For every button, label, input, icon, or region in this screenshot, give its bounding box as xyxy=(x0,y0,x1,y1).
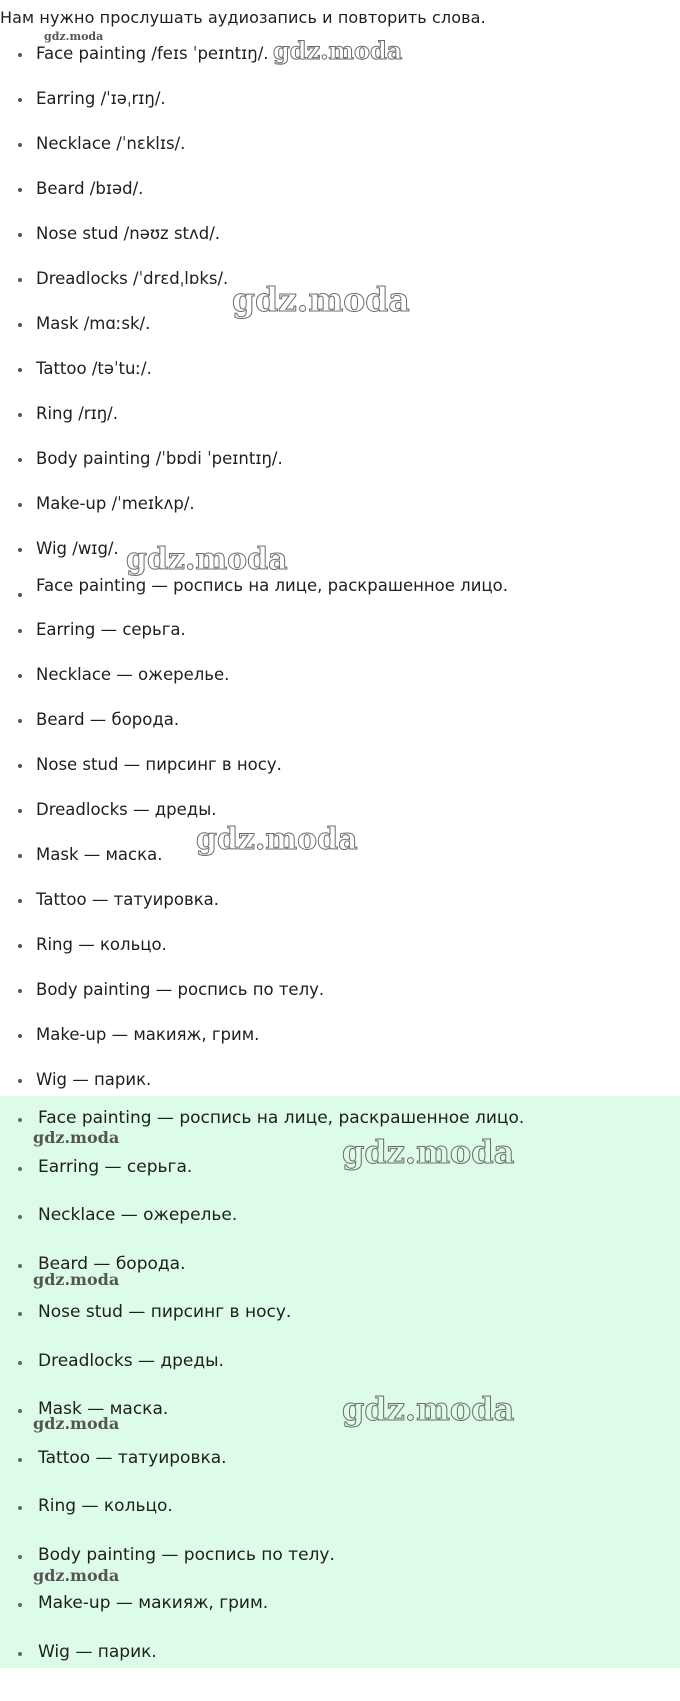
list-item: Mask /mɑːsk/. xyxy=(0,304,680,349)
list-item: Face painting /feɪs ˈpeɪntɪŋ/. xyxy=(0,34,680,79)
list-item: Make-up — макияж, грим. xyxy=(0,1015,680,1060)
watermark: gdz.moda xyxy=(33,1414,120,1433)
watermark: gdz.moda xyxy=(33,1128,120,1147)
list-item: Nose stud — пирсинг в носу. xyxy=(0,745,680,790)
list-item: Tattoo — татуировка. xyxy=(0,1442,680,1491)
list-item: Body painting — роспись по телу. xyxy=(0,1539,680,1588)
list-item: Ring /rɪŋ/. xyxy=(0,394,680,439)
watermark: gdz.moda xyxy=(232,280,410,319)
list-item: Dreadlocks — дреды. xyxy=(0,1345,680,1394)
watermark: gdz.moda xyxy=(44,30,104,43)
list-item: Dreadlocks /ˈdrɛdˌlɒks/. xyxy=(0,259,680,304)
list-item: Earring — серьга. xyxy=(0,610,680,655)
list-item: Body painting — роспись по телу. xyxy=(0,970,680,1015)
list-item: Mask — маска. xyxy=(0,1393,680,1442)
watermark: gdz.moda xyxy=(33,1270,120,1289)
list-item: Body painting /ˈbɒdi ˈpeɪntɪŋ/. xyxy=(0,439,680,484)
list-item: Beard — борода. xyxy=(0,700,680,745)
list-item: Dreadlocks — дреды. xyxy=(0,790,680,835)
list-item: Tattoo /təˈtuː/. xyxy=(0,349,680,394)
watermark: gdz.moda xyxy=(126,542,288,577)
list-item: Make-up — макияж, грим. xyxy=(0,1587,680,1636)
list-item: Wig /wɪg/. xyxy=(0,529,680,574)
transcription-list xyxy=(0,34,680,1105)
list-item: Mask — маска. xyxy=(0,835,680,880)
list-item: Wig — парик. xyxy=(0,1060,680,1105)
answer-list xyxy=(0,1102,680,1684)
watermark: gdz.moda xyxy=(342,1390,515,1428)
watermark: gdz.moda xyxy=(33,1566,120,1585)
list-item: Make-up /ˈmeɪkʌp/. xyxy=(0,484,680,529)
intro-text: Нам нужно прослушать аудиозапись и повторить слова. xyxy=(0,8,486,27)
list-item: Necklace — ожерелье. xyxy=(0,1199,680,1248)
list-item: Nose stud — пирсинг в носу. xyxy=(0,1296,680,1345)
list-item: Ring — кольцо. xyxy=(0,925,680,970)
list-item: Necklace /ˈnɛklɪs/. xyxy=(0,124,680,169)
list-item: Earring /ˈɪəˌrɪŋ/. xyxy=(0,79,680,124)
list-item: Tattoo — татуировка. xyxy=(0,880,680,925)
list-item: Beard /bɪəd/. xyxy=(0,169,680,214)
list-item: Necklace — ожерелье. xyxy=(0,655,680,700)
list-item: Earring — серьга. xyxy=(0,1151,680,1200)
list-item: Face painting — роспись на лице, раскрашенное лицо. xyxy=(0,574,680,610)
list-item: Ring — кольцо. xyxy=(0,1490,680,1539)
watermark: gdz.moda xyxy=(342,1133,515,1171)
watermark: gdz.moda xyxy=(273,36,403,65)
list-item: Beard — борода. xyxy=(0,1248,680,1297)
list-item: Face painting — роспись на лице, раскрашенное лицо. xyxy=(0,1102,680,1151)
list-item: Nose stud /nəʊz stʌd/. xyxy=(0,214,680,259)
watermark: gdz.moda xyxy=(196,822,358,857)
list-item: Wig — парик. xyxy=(0,1636,680,1685)
